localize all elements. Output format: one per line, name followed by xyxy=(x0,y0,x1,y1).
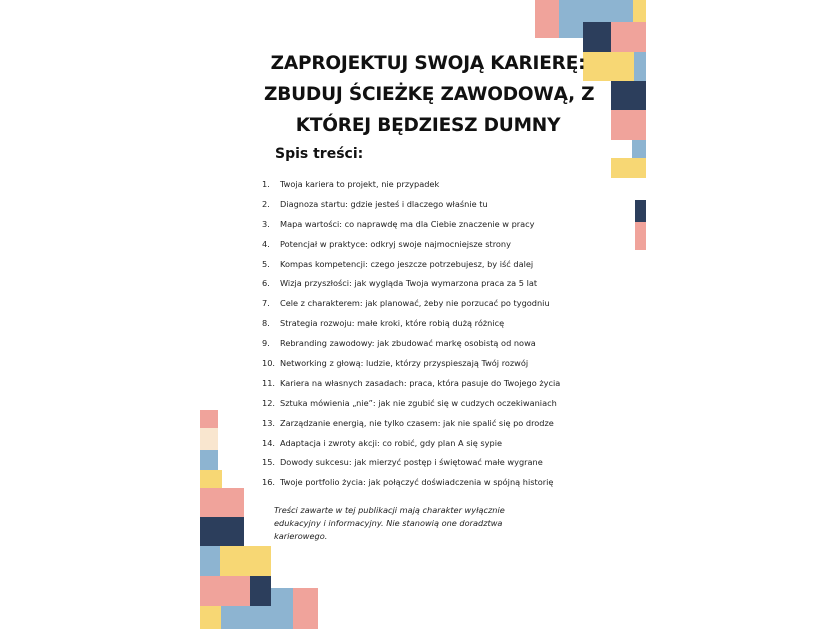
toc-item xyxy=(262,174,560,194)
title-line: ZAPROJEKTUJ SWOJĄ KARIERĘ: xyxy=(270,53,586,74)
toc-item-text: Sztuka mówienia „nie”: jak nie zgubić się w cudzych oczekiwaniach xyxy=(280,397,557,408)
toc-item-number: 15. xyxy=(262,457,276,468)
decor-block xyxy=(293,588,318,629)
toc-item-number: 5. xyxy=(262,258,270,269)
decor-block xyxy=(634,52,646,81)
toc-item xyxy=(262,194,560,214)
decor-block xyxy=(635,200,646,222)
decor-block xyxy=(559,0,583,38)
table-of-contents xyxy=(262,174,560,492)
title-line: ZBUDUJ ŚCIEŻKĘ ZAWODOWĄ, Z xyxy=(264,84,595,105)
toc-item-text: Kariera na własnych zasadach: praca, która pasuje do Twojego życia xyxy=(280,377,561,388)
toc-item xyxy=(262,393,560,413)
toc-item-number: 6. xyxy=(262,278,270,289)
title-line: KTÓREJ BĘDZIESZ DUMNY xyxy=(295,115,561,136)
toc-item-text: Diagnoza startu: gdzie jesteś i dlaczego właśnie tu xyxy=(280,198,488,209)
disclaimer: Treści zawarte w tej publikacji mają charakter wyłącznie edukacyjny i informacyjny. Nie stanowią one doradztwa karierowego. xyxy=(274,505,505,541)
decor-block xyxy=(611,110,646,140)
decor-block xyxy=(200,428,218,450)
decor-block xyxy=(200,606,221,629)
toc-item xyxy=(262,452,560,472)
toc-item-number: 1. xyxy=(262,178,270,189)
toc-item-number: 14. xyxy=(262,437,276,448)
toc-item-text: Twoja kariera to projekt, nie przypadek xyxy=(280,178,440,189)
decor-block xyxy=(633,0,646,22)
toc-item-text: Cele z charakterem: jak planować, żeby nie porzucać po tygodniu xyxy=(280,298,550,309)
decor-block xyxy=(220,546,271,576)
document-title xyxy=(264,48,595,141)
toc-item xyxy=(262,313,560,333)
decor-block xyxy=(611,81,646,110)
toc-item-text: Kompas kompetencji: czego jeszcze potrzebujesz, by iść dalej xyxy=(280,258,534,269)
toc-item xyxy=(262,472,560,492)
toc-item xyxy=(262,433,560,453)
decor-block xyxy=(221,606,271,629)
toc-item-text: Adaptacja i zwroty akcji: co robić, gdy plan A się sypie xyxy=(280,437,503,448)
toc-item xyxy=(262,333,560,353)
toc-item-text: Twoje portfolio życia: jak połączyć doświadczenia w spójną historię xyxy=(280,477,554,488)
decor-block xyxy=(250,576,271,606)
toc-item-text: Mapa wartości: co naprawdę ma dla Ciebie znaczenie w pracy xyxy=(280,218,535,229)
toc-item-number: 7. xyxy=(262,298,270,309)
decor-block xyxy=(200,410,218,428)
toc-item xyxy=(262,273,560,293)
toc-item xyxy=(262,234,560,254)
toc-item xyxy=(262,413,560,433)
toc-item-number: 2. xyxy=(262,198,270,209)
toc-item-text: Potencjał w praktyce: odkryj swoje najmocniejsze strony xyxy=(280,238,511,249)
decor-block xyxy=(200,450,218,470)
decor-block xyxy=(611,158,646,178)
decor-block xyxy=(200,517,244,546)
decor-block xyxy=(583,0,633,22)
toc-item-text: Wizja przyszłości: jak wygląda Twoja wymarzona praca za 5 lat xyxy=(280,278,538,289)
decor-block xyxy=(271,588,293,629)
toc-item-number: 8. xyxy=(262,318,270,329)
toc-item-number: 12. xyxy=(262,397,276,408)
toc-item xyxy=(262,214,560,234)
decor-block xyxy=(200,576,250,606)
toc-item-number: 4. xyxy=(262,238,270,249)
toc-item-text: Dowody sukcesu: jak mierzyć postęp i świętować małe wygrane xyxy=(280,457,543,468)
decor-block xyxy=(200,488,244,517)
toc-item-number: 16. xyxy=(262,477,276,488)
toc-item-number: 9. xyxy=(262,338,270,349)
toc-item xyxy=(262,373,560,393)
decor-block xyxy=(635,222,646,250)
decor-block xyxy=(200,470,222,488)
toc-item-number: 10. xyxy=(262,357,276,368)
toc-item xyxy=(262,293,560,313)
toc-item xyxy=(262,353,560,373)
toc-item-number: 13. xyxy=(262,417,276,428)
toc-item xyxy=(262,254,560,274)
toc-item-text: Networking z głową: ludzie, którzy przyspieszają Twój rozwój xyxy=(280,357,529,368)
toc-item-text: Zarządzanie energią, nie tylko czasem: jak nie spalić się po drodze xyxy=(280,417,554,428)
decor-block xyxy=(200,546,220,576)
decor-block xyxy=(611,22,646,52)
toc-item-text: Rebranding zawodowy: jak zbudować markę osobistą od nowa xyxy=(280,338,536,349)
toc-item-text: Strategia rozwoju: małe kroki, które robią dużą różnicę xyxy=(280,318,505,329)
toc-item-number: 3. xyxy=(262,218,270,229)
toc-heading: Spis treści: xyxy=(275,146,364,162)
toc-item-number: 11. xyxy=(262,377,276,388)
decor-block xyxy=(632,140,646,158)
decor-block xyxy=(535,0,559,38)
